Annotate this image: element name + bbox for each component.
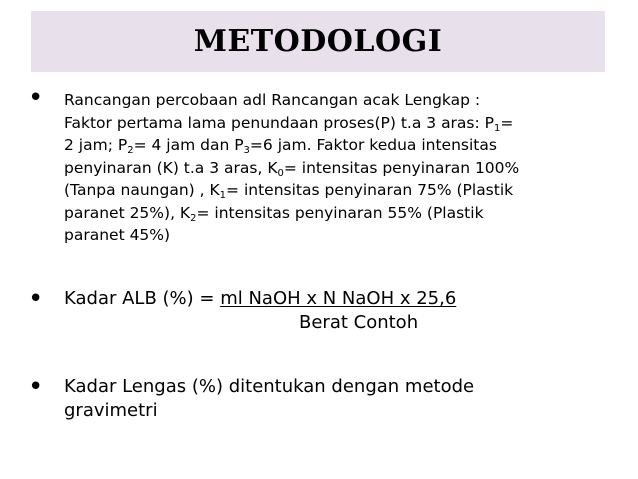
b1-line-5: (Tanpa naungan) , $K_1=$ intensitas penyinaran 75% (Plastik [64, 181, 514, 201]
b1-line-1: Rancangan percobaan adl Rancangan acak Lengkap : [64, 91, 481, 109]
b1-line-7: paranet 45%) [64, 226, 171, 244]
b1-line-3: 2 jam; $P_2= 4$ jam dan $P_3=6$ jam. Faktor kedua intensitas [64, 136, 497, 156]
b3-line-2: gravimetri [64, 400, 158, 421]
bullet-1-text [64, 89, 519, 247]
formula-lead: Kadar ALB (%) = [64, 288, 221, 309]
bullet-marker-2: • [28, 284, 44, 314]
b1-line-2: Faktor pertama lama penundaan proses(P) t.a 3 aras: $P_1=$ [64, 113, 514, 134]
title-banner [31, 11, 605, 72]
bullet-marker-1: • [28, 83, 44, 113]
b3-line-1: Kadar Lengas (%) ditentukan dengan metode [64, 376, 475, 397]
bullet-marker-3: • [28, 372, 44, 402]
formula-numerator: ml NaOH x N NaOH x 25,6 [220, 288, 457, 309]
slide-title: METODOLOGI [193, 24, 443, 59]
bullet-3-text [64, 375, 474, 423]
bullet-2-formula [64, 287, 456, 335]
b1-line-6: paranet 25%), $K_2=$ intensitas penyinaran 55% (Plastik [64, 203, 484, 224]
formula-denominator: Berat Contoh [299, 312, 419, 333]
formula-line [64, 287, 456, 311]
b1-line-4: penyinaran (K) t.a 3 aras, $K_0=$ intensitas penyinaran 100% [64, 158, 520, 179]
